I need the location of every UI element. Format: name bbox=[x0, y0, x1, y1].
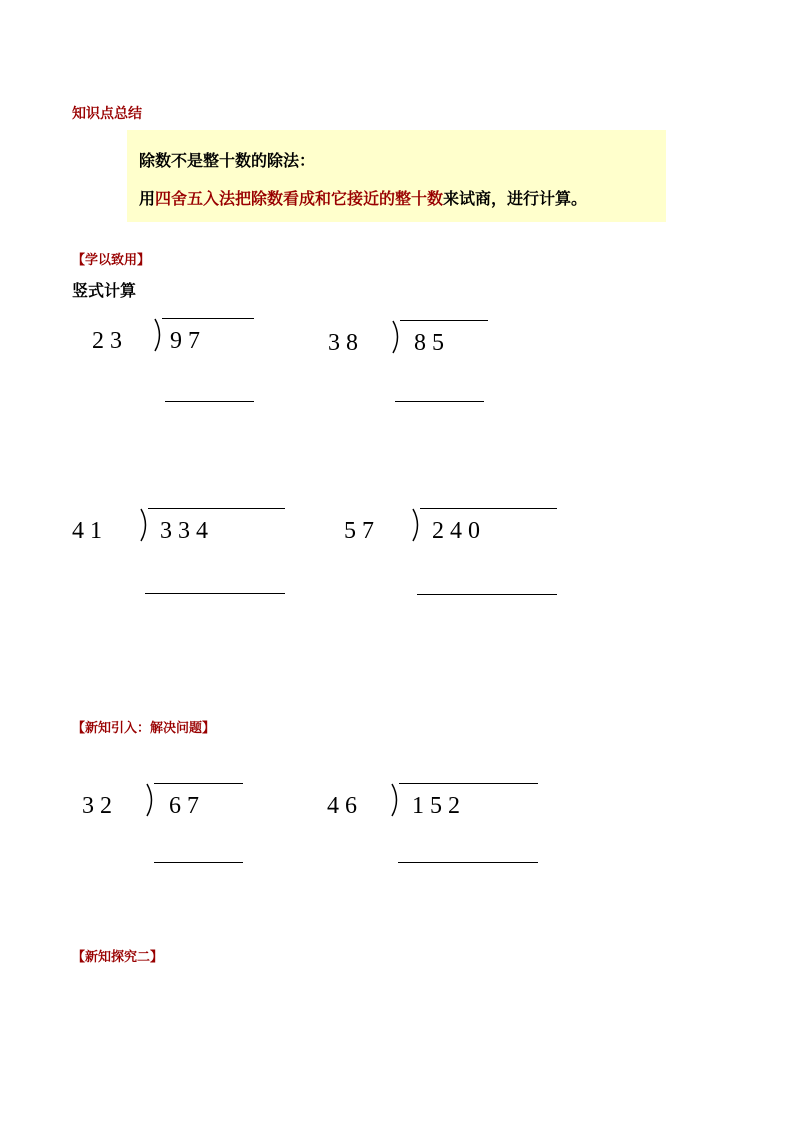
divisor: 4 6 bbox=[327, 793, 357, 819]
division-problem bbox=[80, 783, 260, 893]
divisor: 5 7 bbox=[344, 518, 374, 544]
answer-line bbox=[165, 401, 254, 402]
division-bracket bbox=[389, 783, 403, 817]
divisor: 2 3 bbox=[92, 328, 122, 354]
division-problem bbox=[342, 508, 572, 618]
division-bracket bbox=[410, 508, 424, 542]
section-explore-title: 【新知探究二】 bbox=[72, 950, 164, 965]
division-overline bbox=[154, 783, 243, 784]
dividend: 1 5 2 bbox=[412, 793, 460, 819]
answer-line bbox=[145, 593, 285, 594]
division-problem bbox=[90, 318, 270, 428]
answer-line bbox=[395, 401, 484, 402]
section-new-title: 【新知引入：解决问题】 bbox=[72, 721, 216, 736]
summary-line-2-suffix: 来试商，进行计算。 bbox=[443, 189, 588, 208]
summary-line-2 bbox=[139, 186, 587, 209]
division-overline bbox=[162, 318, 254, 319]
summary-box bbox=[127, 130, 666, 222]
dividend: 9 7 bbox=[170, 328, 200, 354]
answer-line bbox=[417, 594, 557, 595]
division-bracket bbox=[390, 320, 404, 354]
division-problem bbox=[70, 508, 300, 618]
division-bracket bbox=[152, 318, 166, 352]
dividend: 8 5 bbox=[414, 330, 444, 356]
divisor: 3 2 bbox=[82, 793, 112, 819]
answer-line bbox=[154, 862, 243, 863]
summary-line-1: 除数不是整十数的除法： bbox=[139, 151, 316, 170]
section-summary-title: 知识点总结 bbox=[72, 106, 142, 122]
summary-line-2-prefix: 用 bbox=[139, 189, 156, 208]
division-problem bbox=[325, 783, 555, 893]
division-overline bbox=[148, 508, 285, 509]
division-bracket bbox=[138, 508, 152, 542]
summary-line-2-highlight: 四舍五入法把除数看成和它接近的整十数 bbox=[155, 189, 444, 208]
divisor: 4 1 bbox=[72, 518, 102, 544]
division-bracket bbox=[144, 783, 158, 817]
dividend: 6 7 bbox=[169, 793, 199, 819]
division-overline bbox=[399, 783, 538, 784]
section-practice-title: 【学以致用】 bbox=[72, 253, 151, 268]
division-overline bbox=[400, 320, 488, 321]
dividend: 3 3 4 bbox=[160, 518, 208, 544]
practice-subtitle: 竖式计算 bbox=[72, 281, 137, 300]
division-problem bbox=[326, 320, 506, 430]
divisor: 3 8 bbox=[328, 330, 358, 356]
division-overline bbox=[420, 508, 557, 509]
answer-line bbox=[398, 862, 538, 863]
dividend: 2 4 0 bbox=[432, 518, 480, 544]
